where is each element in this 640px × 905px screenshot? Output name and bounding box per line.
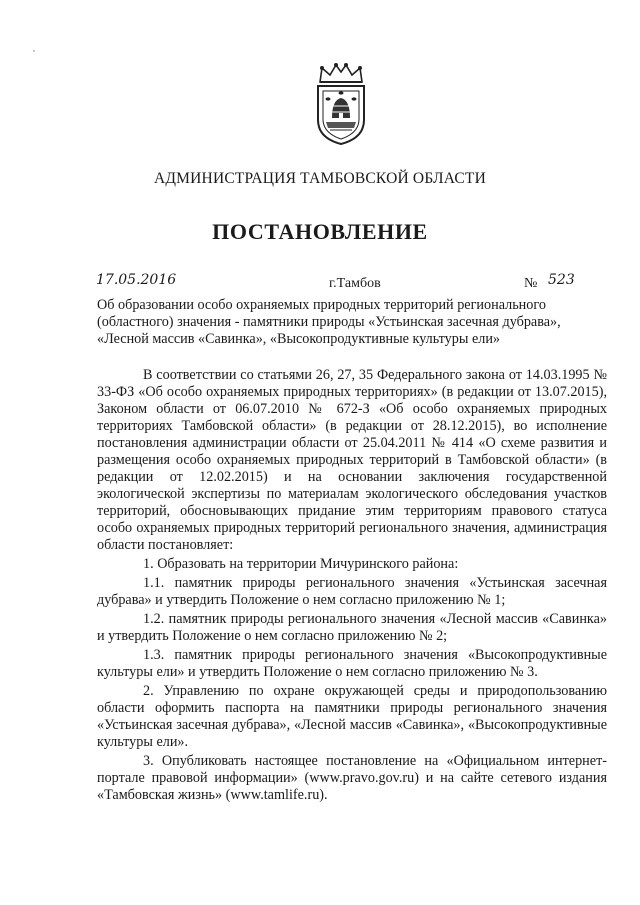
document-date: 17.05.2016 — [96, 272, 177, 288]
document-city: г.Тамбов — [329, 276, 381, 291]
document-subject: Об образовании особо охраняемых природных территорий регионального (областного) значения - памятники природы «Устьинская засечная дубрава», «Лесной массив «Савинка», «Высокопродуктивные культуры ели» — [97, 297, 561, 347]
preamble-paragraph: В соответствии со статьями 26, 27, 35 Федерального закона от 14.03.1995 № 33-ФЗ «Об особо охраняемых природных территориях» (в редакции от 13.07.2015), Законом области от 06.07.2010 № 672-З «Об особо охраняемых природных территориях Тамбовской области» (в редакции от 28.12.2015), во исполнение постановления администрации области от 25.04.2011 № 414 «О схеме развития и размещения особо охраняемых природных территорий в Тамбовской области» (в редакции от 12.02.2015) и на основании заключения государственной экологической экспертизы по материалам экологического обследования участков территорий, обосновывающих придание этим территориям правового статуса особо охраняемых природных территорий регионального значения, администрация области постановляет: — [97, 367, 607, 553]
document-body — [97, 367, 607, 806]
item-1-2: 1.2. памятник природы регионального значения «Лесной массив «Савинка» и утвердить Положение о нем согласно приложению № 2; — [97, 611, 607, 644]
document-number-prefix: № — [524, 276, 538, 291]
item-3: 3. Опубликовать настоящее постановление на «Официальном интернет-портале правовой информации» (www.pravo.gov.ru) и на сайте сетевого издания «Тамбовская жизнь» (www.tamlife.ru). — [97, 753, 607, 803]
item-1-1: 1.1. памятник природы регионального значения «Устьинская засечная дубрава» и утвердить Положение о нем согласно приложению № 1; — [97, 575, 607, 608]
organization-name: АДМИНИСТРАЦИЯ ТАМБОВСКОЙ ОБЛАСТИ — [154, 170, 486, 187]
item-2: 2. Управлению по охране окружающей среды и природопользованию области оформить паспорта на памятники природы регионального значения «Устьинская засечная дубрава», «Лесной массив «Савинка», «Высокопродуктивные культуры ели». — [97, 683, 607, 750]
item-1-3: 1.3. памятник природы регионального значения «Высокопродуктивные культуры ели» и утвердить Положение о нем согласно приложению № 3. — [97, 647, 607, 680]
item-1: 1. Образовать на территории Мичуринского района: — [143, 556, 459, 572]
scan-mark: , — [33, 44, 35, 53]
document-type-title: ПОСТАНОВЛЕНИЕ — [212, 219, 428, 244]
document-number: 523 — [548, 272, 575, 288]
coat-of-arms-icon — [308, 62, 374, 146]
